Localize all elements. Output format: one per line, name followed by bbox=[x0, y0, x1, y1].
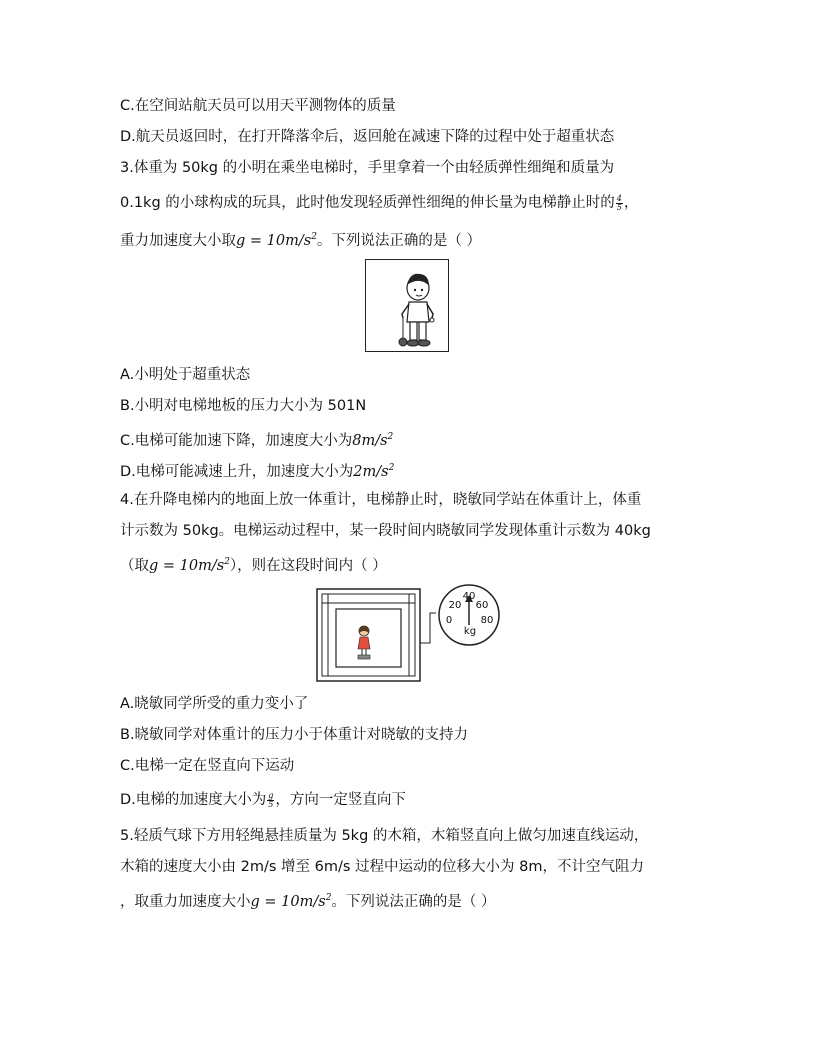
option-4b: B.晓敏同学对体重计的压力小于体重计对晓敏的支持力 bbox=[120, 727, 469, 743]
boy-with-toy-illustration bbox=[366, 260, 448, 351]
scale-tick-0: 0 bbox=[445, 615, 453, 626]
question-5-line-2: 木箱的速度大小由 2m/s 增至 6m/s 过程中运动的位移大小为 8m，不计空气阻力 bbox=[120, 859, 644, 875]
question-3-line-1: 3.体重为 50kg 的小明在乘坐电梯时，手里拿着一个由轻质弹性细绳和质量为 bbox=[120, 160, 615, 176]
option-d-prev: D.航天员返回时，在打开降落伞后，返回舱在减速下降的过程中处于超重状态 bbox=[120, 129, 615, 145]
scale-tick-60: 60 bbox=[475, 600, 489, 611]
scale-tick-20: 20 bbox=[448, 600, 462, 611]
q3-line2-text: 0.1kg 的小球构成的玩具，此时他发现轻质弹性细绳的伸长量为电梯静止时的 bbox=[120, 195, 615, 211]
scale-tick-40: 40 bbox=[462, 591, 476, 602]
fraction-g-5: $\frac{g}{5}$ bbox=[268, 790, 274, 809]
boy-figure bbox=[365, 259, 449, 352]
question-5-line-1: 5.轻质气球下方用轻绳悬挂质量为 5kg 的木箱，木箱竖直向上做匀加速直线运动， bbox=[120, 828, 649, 844]
question-4-line-1: 4.在升降电梯内的地面上放一体重计，电梯静止时，晓敏同学站在体重计上，体重 bbox=[120, 492, 642, 508]
question-3-line-2: 0.1kg 的小球构成的玩具，此时他发现轻质弹性细绳的伸长量为电梯静止时的 $\frac{4}{5}$ ， bbox=[120, 193, 639, 212]
scale-unit: kg bbox=[463, 626, 477, 637]
option-3d: D.电梯可能减速上升，加速度大小为$2m/s^2$ bbox=[120, 463, 395, 480]
elevator-figure bbox=[316, 583, 502, 683]
elevator-scale-illustration bbox=[316, 583, 502, 683]
option-3c: C.电梯可能加速下降，加速度大小为$8m/s^2$ bbox=[120, 432, 394, 449]
option-4c: C.电梯一定在竖直向下运动 bbox=[120, 758, 295, 774]
option-3a: A.小明处于超重状态 bbox=[120, 367, 251, 383]
option-4a: A.晓敏同学所受的重力变小了 bbox=[120, 696, 309, 712]
fraction-4-5: $\frac{4}{5}$ bbox=[616, 193, 622, 212]
option-3b: B.小明对电梯地板的压力大小为 501N bbox=[120, 398, 367, 414]
question-4-line-3: （取$g = 10m/s^2$），则在这段时间内（ ） bbox=[120, 557, 387, 574]
gravity-formula: g = 10m/s bbox=[236, 232, 312, 249]
option-4d: D.电梯的加速度大小为 $\frac{g}{5}$ ，方向一定竖直向下 bbox=[120, 790, 406, 809]
question-5-line-3: ，取重力加速度大小$g = 10m/s^2$。下列说法正确的是（ ） bbox=[120, 893, 496, 910]
question-3-line-3: 重力加速度大小取$g = 10m/s^2$。下列说法正确的是（ ） bbox=[120, 232, 482, 249]
question-4-line-2: 计示数为 50kg。电梯运动过程中，某一段时间内晓敏同学发现体重计示数为 40kg bbox=[120, 523, 651, 539]
scale-tick-80: 80 bbox=[480, 615, 494, 626]
option-c-prev: C.在空间站航天员可以用天平测物体的质量 bbox=[120, 98, 396, 114]
